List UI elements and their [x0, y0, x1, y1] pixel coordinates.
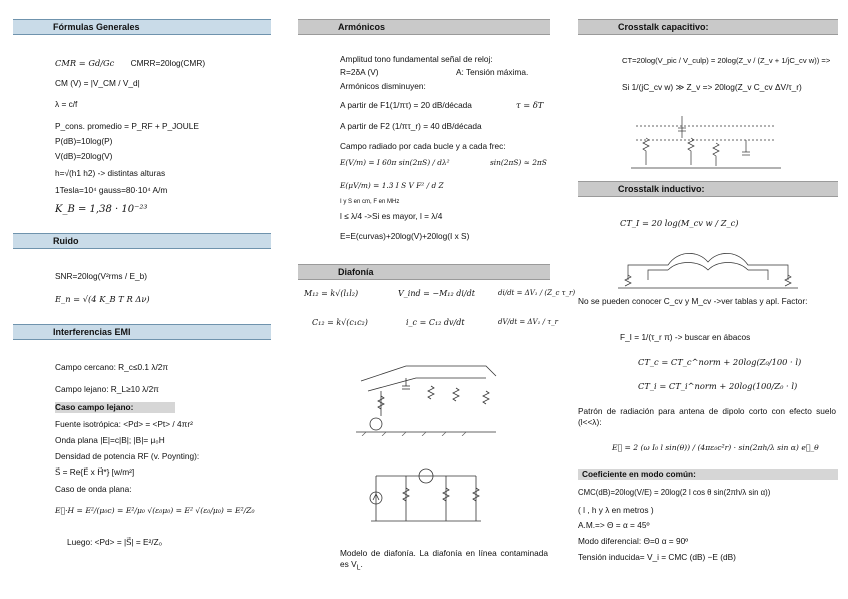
- vector-poynting: S⃗ = Re{E⃗ x H⃗*} [w/m²]: [55, 467, 135, 477]
- emi-header: Interferencias EMI: [13, 324, 271, 340]
- formula-vdb: V(dB)=20log(V): [55, 151, 113, 161]
- formula-h: h=√(h1 h2) -> distintas alturas: [55, 168, 166, 178]
- formula-eh: E⃗·H = E²/(μ₀c) = E²/μ₀ √(ε₀μ₀) = E² √(ε₀/μ₀) = E²/Z₀: [55, 506, 255, 515]
- formula-cmr: CMR = Gd/Gc CMRR=20log(CMR): [55, 58, 206, 68]
- inductivo-header: Crosstalk inductivo:: [578, 181, 838, 197]
- campo-radiado: Campo radiado por cada bucle y a cada frec:: [340, 141, 506, 151]
- formula-snr: SNR=20log(V²rms / E_b): [55, 271, 147, 281]
- a-partir-f2: A partir de F2 (1/πτ_r) = 40 dB/década: [340, 121, 482, 131]
- am-modo: A.M.=> Θ = α = 45º: [578, 520, 650, 530]
- formula-lambda: λ = c/f: [55, 99, 78, 109]
- l-condition: l ≤ λ/4 ->Si es mayor, l = λ/4: [340, 211, 443, 221]
- capacitivo-header: Crosstalk capacitivo:: [578, 19, 838, 35]
- crosstalk-capacitivo-figure: [626, 108, 786, 174]
- formula-cti-norm: CT_i = CT_i^norm + 20log(100/Z₀ · l): [638, 381, 798, 391]
- fuente-isotropica: Fuente isotrópica: <Pd> = <Pt> / 4πr²: [55, 419, 193, 429]
- armonicos-disminuyen: Armónicos disminuyen:: [340, 81, 426, 91]
- densidad-potencia: Densidad de potencia RF (v. Poynting):: [55, 451, 200, 461]
- formula-kb: K_B = 1,38 · 10⁻²³: [55, 204, 148, 215]
- units-note: I y S en cm, F en MHz: [340, 199, 400, 205]
- caso-campo-lejano: Caso campo lejano:: [55, 402, 175, 413]
- l-h-metros: ( l , h y λ en metros ): [578, 505, 654, 515]
- formulas-header: Fórmulas Generales: [13, 19, 271, 35]
- tension-inducida: Tensión inducida= V_i = CMC (dB) −E (dB): [578, 552, 736, 562]
- formula-ct: CT=20log(V_pic / V_culp) = 20log(Z_v / (Z_v + 1/jC_cv w)) =>: [622, 56, 831, 65]
- diafonia-circuit-figure: [346, 356, 506, 436]
- formula-cmv: CM (V) = |V_CM / V_d|: [55, 78, 140, 88]
- formula-cti: CT_I = 20 log(M_cv w / Z_c): [620, 218, 739, 228]
- formula-en: E_n = √(4 K_B T R Δν): [55, 294, 150, 304]
- formula-luego: Luego: <Pd> = |S⃗| = E²/Z₀: [67, 537, 163, 547]
- campo-cercano: Campo cercano: R_c≤0.1 λ/2π: [55, 362, 169, 372]
- formula-e-dipolo: E⃗ = 2 (ω I₀ l sin(θ)) / (4πε₀c²r) · sin(2πh/λ sin α) e⃗_θ: [612, 443, 819, 452]
- formula-cmc: CMC(dB)=20log(V/E) = 20log(2 l cos θ sin(2πh/λ sin α)): [578, 488, 771, 497]
- amplitud-tono: Amplitud tono fundamental señal de reloj:: [340, 54, 493, 64]
- r-2a: R=2δA (V) A: Tensión máxima.: [340, 67, 529, 77]
- formula-ecurvas: E=E(curvas)+20log(V)+20log(I x S): [340, 231, 470, 241]
- crosstalk-inductivo-figure: [608, 240, 808, 292]
- ruido-header: Ruido: [13, 233, 271, 249]
- campo-lejano: Campo lejano: R_L≥10 λ/2π: [55, 384, 159, 394]
- diafonia-header: Diafonía: [298, 264, 550, 280]
- a-partir-f1: A partir de F1(1/πτ) = 20 dB/década τ = δT: [340, 100, 544, 110]
- formula-tesla: 1Tesla=10⁴ gauss=80·10⁴ A/m: [55, 185, 168, 195]
- armonicos-header: Armónicos: [298, 19, 550, 35]
- modelo-diafonia: Modelo de diafonía. La diafonía en línea contaminada es $V_L$.: [340, 548, 548, 572]
- modo-diferencial: Modo diferencial: Θ=0 α = 90º: [578, 536, 689, 546]
- formula-pdb: P(dB)=10log(P): [55, 136, 113, 146]
- formula-ctc-norm: CT_c = CT_c^norm + 20log(Z₀/100 · l): [638, 357, 802, 367]
- no-se-pueden: No se pueden conocer C_cv y M_cv ->ver tablas y apl. Factor:: [578, 296, 808, 306]
- formula-si: Si 1/(jC_cv w) ≫ Z_v => 20log(Z_v C_cv ΔV/τ_r): [622, 82, 802, 92]
- onda-plana: Onda plana |E|=c|B|; |B|= μ₀H: [55, 435, 165, 445]
- caso-onda-plana: Caso de onda plana:: [55, 484, 132, 494]
- formula-e1: E(V/m) = I 60π sin(2πS) / dλ² sin(2πS) ≈ 2πS: [340, 158, 547, 167]
- formula-fi: F_I = 1/(τ_r π) -> buscar en ábacos: [620, 332, 751, 342]
- formula-pcons: P_cons. promedio = P_RF + P_JOULE: [55, 121, 199, 131]
- modo-comun-header: Coeficiente en modo común:: [578, 469, 838, 480]
- formula-e2: E(μV/m) = 1.3 I S V F² / d Z: [340, 181, 444, 190]
- diafonia-model-figure: [366, 466, 486, 528]
- patron-radiacion: Patrón de radiación para antena de dipolo corto con efecto suelo (l<<λ):: [578, 406, 836, 427]
